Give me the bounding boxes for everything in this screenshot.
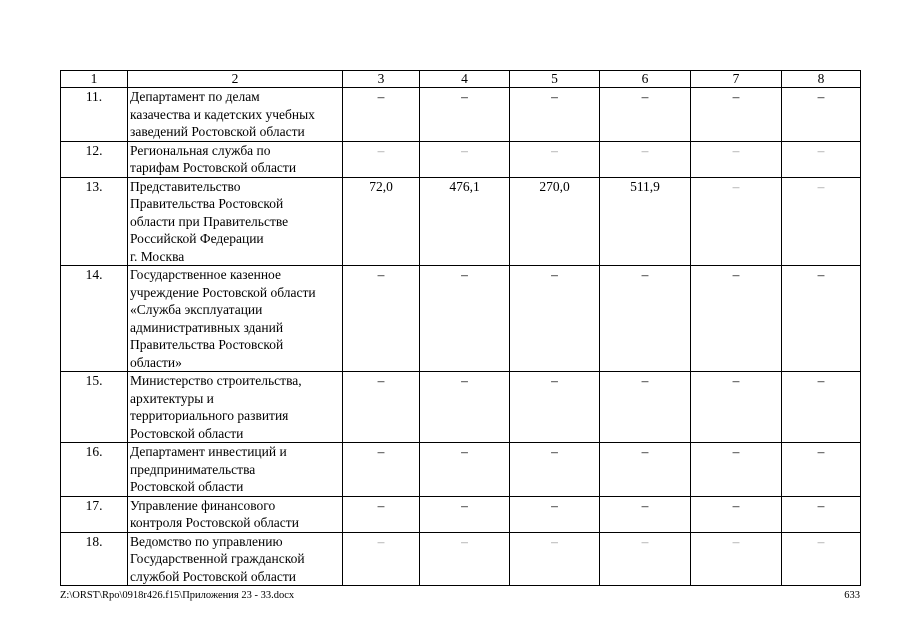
header-cell: 6 [600, 71, 691, 88]
table-row [61, 372, 861, 443]
value-cell: – [782, 141, 861, 177]
value-cell: – [600, 372, 691, 443]
value-cell: – [343, 372, 420, 443]
value-cell: – [691, 372, 782, 443]
value-cell: – [343, 88, 420, 142]
footer-page-number: 633 [844, 590, 860, 601]
value-cell: – [691, 141, 782, 177]
organization-name-line: Департамент по делам [130, 89, 260, 104]
row-number: 11. [61, 88, 128, 142]
table-row [61, 266, 861, 372]
value-cell: – [510, 88, 600, 142]
value-cell: – [510, 443, 600, 497]
value-cell: – [691, 177, 782, 266]
value-cell: – [343, 266, 420, 372]
header-cell: 3 [343, 71, 420, 88]
organization-name-line: учреждение Ростовской области [130, 284, 316, 300]
value-cell: – [343, 532, 420, 586]
value-cell: – [782, 443, 861, 497]
organization-name-line: Управление финансового [130, 497, 276, 513]
table-row [61, 443, 861, 497]
organization-name-line: Правительства Ростовской [130, 196, 284, 211]
table-row [61, 496, 861, 532]
organization-name-line: Министерство строительства, [130, 373, 302, 388]
header-cell: 4 [420, 71, 510, 88]
value-cell: – [420, 266, 510, 372]
value-cell: – [600, 88, 691, 142]
organization-name [128, 372, 343, 443]
organization-name-line: области при Правительстве [130, 213, 289, 229]
row-number: 14. [61, 266, 128, 372]
organization-name [128, 266, 343, 372]
value-cell: – [600, 532, 691, 586]
organization-name-line: Правительства Ростовской [130, 337, 284, 352]
value-cell: – [691, 88, 782, 142]
organization-name-line: Государственное казенное [130, 267, 281, 282]
value-cell: – [510, 496, 600, 532]
organization-name-line: области» [130, 354, 182, 370]
organization-name-line: предпринимательства [130, 461, 256, 477]
value-cell: – [691, 496, 782, 532]
organization-name-line: контроля Ростовской области [130, 515, 299, 530]
organization-name-line: Ростовской области [130, 479, 244, 494]
row-number: 17. [61, 496, 128, 532]
budget-table [60, 70, 861, 586]
value-cell: – [420, 443, 510, 497]
organization-name-line: г. Москва [130, 248, 185, 264]
value-cell: – [691, 532, 782, 586]
row-number: 15. [61, 372, 128, 443]
header-cell: 2 [128, 71, 343, 88]
organization-name-line: Департамент инвестиций и [130, 444, 287, 459]
organization-name [128, 496, 343, 532]
organization-name-line: Ведомство по управлению [130, 533, 283, 549]
value-cell: – [600, 141, 691, 177]
value-cell: – [510, 266, 600, 372]
row-number: 12. [61, 141, 128, 177]
value-cell: – [343, 443, 420, 497]
header-cell: 8 [782, 71, 861, 88]
value-cell: 511,9 [600, 177, 691, 266]
value-cell: – [600, 443, 691, 497]
value-cell: 72,0 [343, 177, 420, 266]
organization-name-line: тарифам Ростовской области [130, 160, 297, 175]
organization-name-line: Ростовской области [130, 425, 244, 441]
table-row [61, 532, 861, 586]
value-cell: – [782, 532, 861, 586]
value-cell: – [420, 88, 510, 142]
header-cell: 1 [61, 71, 128, 88]
organization-name [128, 177, 343, 266]
value-cell: – [343, 496, 420, 532]
organization-name-line: архитектуры и [130, 390, 214, 406]
value-cell: – [691, 443, 782, 497]
value-cell: – [420, 141, 510, 177]
table-row [61, 177, 861, 266]
table-row [61, 141, 861, 177]
organization-name-line: Российской Федерации [130, 231, 264, 246]
value-cell: 270,0 [510, 177, 600, 266]
header-cell: 7 [691, 71, 782, 88]
row-number: 16. [61, 443, 128, 497]
value-cell: – [782, 177, 861, 266]
value-cell: – [420, 496, 510, 532]
value-cell: – [691, 266, 782, 372]
value-cell: – [510, 372, 600, 443]
value-cell: – [510, 532, 600, 586]
value-cell: – [420, 372, 510, 443]
organization-name-line: заведений Ростовской области [130, 124, 305, 139]
value-cell: – [782, 266, 861, 372]
organization-name [128, 141, 343, 177]
header-row [61, 71, 861, 88]
footer-file-path: Z:\ORST\Rpo\0918r426.f15\Приложения 23 - 33.docx [60, 590, 295, 601]
organization-name-line: казачества и кадетских учебных [130, 106, 315, 122]
value-cell: – [343, 141, 420, 177]
organization-name [128, 88, 343, 142]
row-number: 18. [61, 532, 128, 586]
value-cell: – [782, 372, 861, 443]
organization-name-line: Государственной гражданской [130, 551, 305, 566]
organization-name-line: «Служба эксплуатации [130, 302, 263, 317]
value-cell: – [782, 496, 861, 532]
table-body [61, 88, 861, 586]
value-cell: – [600, 496, 691, 532]
organization-name [128, 443, 343, 497]
table-row [61, 88, 861, 142]
organization-name-line: Представительство [130, 178, 241, 194]
value-cell: – [600, 266, 691, 372]
value-cell: – [420, 532, 510, 586]
header-cell: 5 [510, 71, 600, 88]
organization-name [128, 532, 343, 586]
value-cell: – [510, 141, 600, 177]
organization-name-line: службой Ростовской области [130, 568, 297, 584]
row-number: 13. [61, 177, 128, 266]
organization-name-line: административных зданий [130, 319, 284, 335]
organization-name-line: территориального развития [130, 408, 289, 423]
value-cell: – [782, 88, 861, 142]
value-cell: 476,1 [420, 177, 510, 266]
organization-name-line: Региональная служба по [130, 142, 271, 158]
